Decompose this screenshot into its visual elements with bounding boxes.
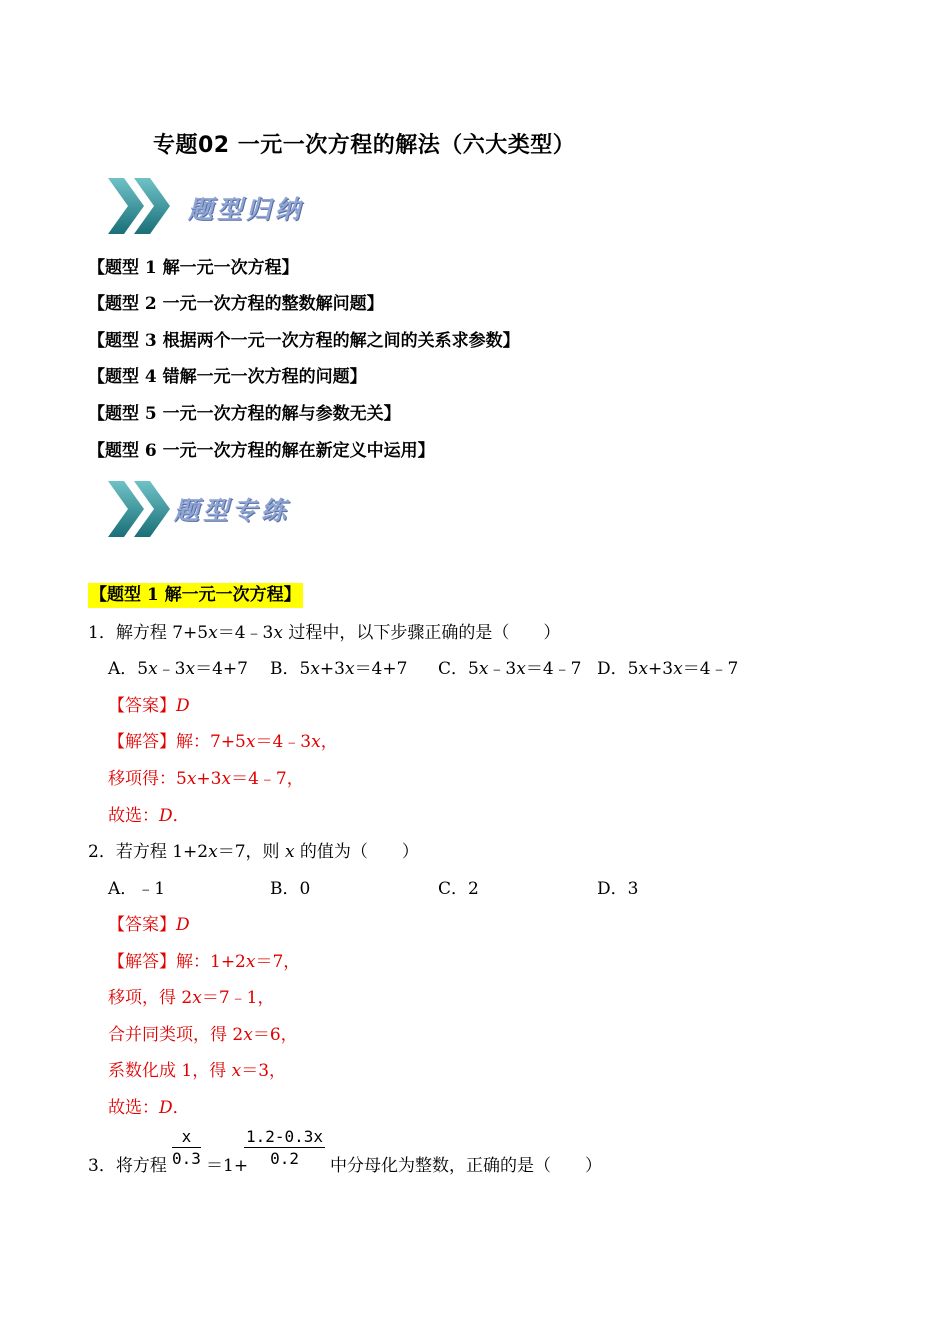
- banner-label: 题型归纳: [188, 195, 305, 224]
- question-2-solution: 【解答】解：1+2x＝7，: [108, 952, 301, 972]
- question-2-option-b: B．0: [270, 879, 311, 899]
- type-list-item: 【题型 2 一元一次方程的整数解问题】: [88, 294, 384, 314]
- section-banner-types: [104, 174, 324, 238]
- page-title: 专题02 一元一次方程的解法（六大类型）: [153, 133, 576, 158]
- question-1-solution: 【解答】解：7+5x＝4﹣3x，: [108, 732, 338, 752]
- type-list-item: 【题型 5 一元一次方程的解与参数无关】: [88, 404, 401, 424]
- question-2-option-c: C．2: [438, 879, 479, 899]
- question-2-solution-conclusion: 故选：D．: [108, 1098, 190, 1118]
- question-1-solution-conclusion: 故选：D．: [108, 806, 190, 826]
- fraction-x-over-0.3: $\frac{x}{0.3}$: [172, 1127, 201, 1168]
- question-2-solution-step: 合并同类项，得 2x＝6，: [108, 1025, 298, 1045]
- question-1-stem: 1．解方程 7+5x＝4﹣3x 过程中，以下步骤正确的是（ ）: [88, 623, 561, 643]
- question-1-option-d: D．5x+3x＝4﹣7: [597, 659, 739, 679]
- banner-label: 题型专练: [174, 496, 291, 525]
- section-heading: [88, 580, 303, 605]
- question-2-solution-step: 移项，得 2x＝7﹣1，: [108, 988, 275, 1008]
- question-1-option-c: C．5x﹣3x＝4﹣7: [438, 659, 582, 679]
- question-3-stem-end: 中分母化为整数，正确的是（ ）: [330, 1156, 602, 1176]
- question-1-solution-step: 移项得：5x+3x＝4﹣7，: [108, 769, 304, 789]
- double-chevron-icon: [104, 477, 174, 541]
- question-2-solution-step: 系数化成 1，得 x＝3，: [108, 1061, 287, 1081]
- type-list-item: 【题型 4 错解一元一次方程的问题】: [88, 367, 367, 387]
- question-2-stem: 2．若方程 1+2x＝7，则 x 的值为（ ）: [88, 842, 419, 862]
- type-list-item: 【题型 6 一元一次方程的解在新定义中运用】: [88, 441, 435, 461]
- question-1-option-b: B．5x+3x＝4+7: [270, 659, 408, 679]
- question-2-option-a: A．﹣1: [108, 879, 166, 899]
- question-1-answer: 【答案】D: [108, 696, 190, 716]
- question-2-option-d: D．3: [597, 879, 639, 899]
- fraction-1.2-0.3x-over-0.2: $\frac{1.2-0.3x}{0.2}$: [246, 1127, 324, 1168]
- question-3-stem-start: 3．将方程: [88, 1156, 167, 1176]
- type-list-item: 【题型 3 根据两个一元一次方程的解之间的关系求参数】: [88, 331, 520, 351]
- double-chevron-icon: [104, 174, 174, 238]
- question-1-option-a: A．5x﹣3x＝4+7: [108, 659, 248, 679]
- question-3-stem-mid: ＝1+: [206, 1156, 249, 1176]
- question-2-answer: 【答案】D: [108, 915, 190, 935]
- highlighted-heading: 【题型 1 解一元一次方程】: [88, 583, 303, 608]
- section-banner-practice: [104, 477, 324, 541]
- type-list-item: 【题型 1 解一元一次方程】: [88, 258, 299, 278]
